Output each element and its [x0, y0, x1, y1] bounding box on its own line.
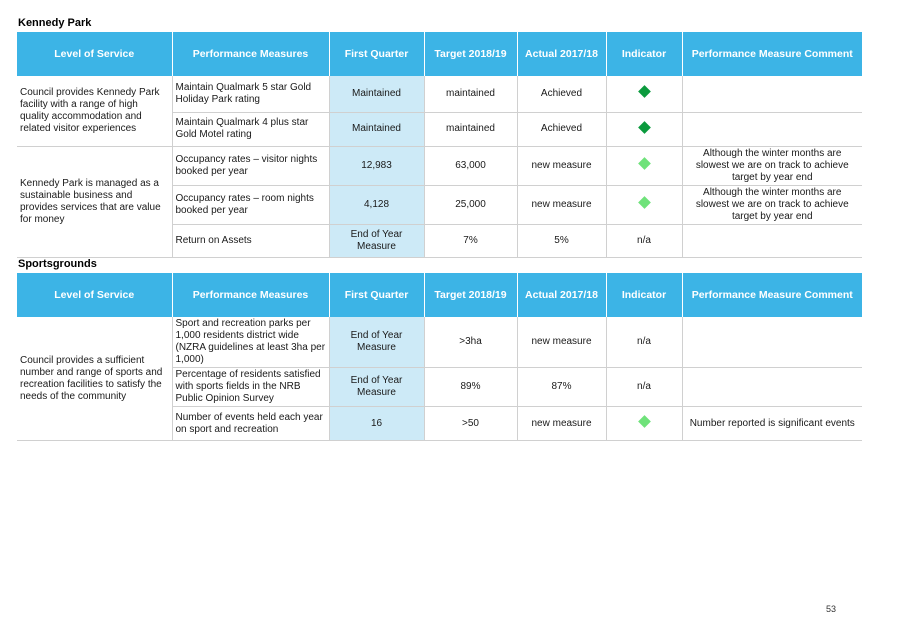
- dark-green-diamond-icon: [638, 121, 651, 134]
- header-indicator: Indicator: [606, 273, 682, 317]
- first-quarter-cell: Maintained: [329, 76, 424, 112]
- actual-cell: 87%: [517, 368, 606, 407]
- header-performance-measures: Performance Measures: [172, 32, 329, 76]
- performance-measure-cell: Sport and recreation parks per 1,000 residents district wide (NZRA guidelines at least 3ha per 1,000): [172, 317, 329, 368]
- page-number: 53: [826, 604, 837, 614]
- header-target: Target 2018/19: [424, 273, 517, 317]
- comment-cell: [682, 224, 862, 257]
- indicator-cell: [606, 112, 682, 146]
- first-quarter-cell: Maintained: [329, 112, 424, 146]
- actual-cell: Achieved: [517, 112, 606, 146]
- target-cell: maintained: [424, 76, 517, 112]
- indicator-cell: [606, 76, 682, 112]
- comment-cell: Although the winter months are slowest we are on track to achieve target by year end: [682, 146, 862, 185]
- indicator-cell: [606, 407, 682, 441]
- header-indicator: Indicator: [606, 32, 682, 76]
- first-quarter-cell: End of Year Measure: [329, 368, 424, 407]
- comment-cell: [682, 76, 862, 112]
- header-target: Target 2018/19: [424, 32, 517, 76]
- indicator-cell: [606, 185, 682, 224]
- actual-cell: 5%: [517, 224, 606, 257]
- performance-measure-cell: Maintain Qualmark 4 plus star Gold Motel rating: [172, 112, 329, 146]
- actual-cell: Achieved: [517, 76, 606, 112]
- performance-measure-cell: Occupancy rates – visitor nights booked per year: [172, 146, 329, 185]
- actual-cell: new measure: [517, 317, 606, 368]
- header-level-of-service: Level of Service: [17, 32, 172, 76]
- actual-cell: new measure: [517, 407, 606, 441]
- target-cell: 7%: [424, 224, 517, 257]
- indicator-cell: n/a: [606, 317, 682, 368]
- light-green-diamond-icon: [638, 415, 651, 428]
- section-title-kennedy-park: Kennedy Park: [18, 17, 92, 29]
- actual-cell: new measure: [517, 185, 606, 224]
- header-comment: Performance Measure Comment: [682, 273, 862, 317]
- target-cell: >3ha: [424, 317, 517, 368]
- section-title-sportsgrounds: Sportsgrounds: [18, 258, 97, 270]
- first-quarter-cell: End of Year Measure: [329, 317, 424, 368]
- light-green-diamond-icon: [638, 157, 651, 170]
- header-actual: Actual 2017/18: [517, 273, 606, 317]
- target-cell: >50: [424, 407, 517, 441]
- target-cell: 63,000: [424, 146, 517, 185]
- level-of-service-cell: Kennedy Park is managed as a sustainable business and provides services that are value for money: [17, 146, 172, 257]
- indicator-cell: n/a: [606, 368, 682, 407]
- table-row: [17, 317, 862, 368]
- performance-measure-cell: Return on Assets: [172, 224, 329, 257]
- indicator-cell: [606, 146, 682, 185]
- header-first-quarter: First Quarter: [329, 32, 424, 76]
- indicator-cell: n/a: [606, 224, 682, 257]
- header-first-quarter: First Quarter: [329, 273, 424, 317]
- first-quarter-cell: End of Year Measure: [329, 224, 424, 257]
- comment-cell: Number reported is significant events: [682, 407, 862, 441]
- target-cell: maintained: [424, 112, 517, 146]
- sportsgrounds-table: [17, 273, 862, 441]
- target-cell: 89%: [424, 368, 517, 407]
- header-actual: Actual 2017/18: [517, 32, 606, 76]
- target-cell: 25,000: [424, 185, 517, 224]
- first-quarter-cell: 16: [329, 407, 424, 441]
- comment-cell: [682, 112, 862, 146]
- first-quarter-cell: 12,983: [329, 146, 424, 185]
- table-row: [17, 146, 862, 185]
- dark-green-diamond-icon: [638, 85, 651, 98]
- actual-cell: new measure: [517, 146, 606, 185]
- header-level-of-service: Level of Service: [17, 273, 172, 317]
- level-of-service-cell: Council provides Kennedy Park facility with a range of high quality accommodation and related visitor experiences: [17, 76, 172, 146]
- kennedy-park-table: [17, 32, 862, 258]
- table-row: [17, 76, 862, 112]
- first-quarter-cell: 4,128: [329, 185, 424, 224]
- performance-measure-cell: Maintain Qualmark 5 star Gold Holiday Park rating: [172, 76, 329, 112]
- comment-cell: Although the winter months are slowest we are on track to achieve target by year end: [682, 185, 862, 224]
- light-green-diamond-icon: [638, 196, 651, 209]
- comment-cell: [682, 368, 862, 407]
- performance-measure-cell: Occupancy rates – room nights booked per year: [172, 185, 329, 224]
- header-performance-measures: Performance Measures: [172, 273, 329, 317]
- level-of-service-cell: Council provides a sufficient number and range of sports and recreation facilities to satisfy the needs of the community: [17, 317, 172, 441]
- header-comment: Performance Measure Comment: [682, 32, 862, 76]
- performance-measure-cell: Percentage of residents satisfied with sports fields in the NRB Public Opinion Survey: [172, 368, 329, 407]
- comment-cell: [682, 317, 862, 368]
- performance-measure-cell: Number of events held each year on sport and recreation: [172, 407, 329, 441]
